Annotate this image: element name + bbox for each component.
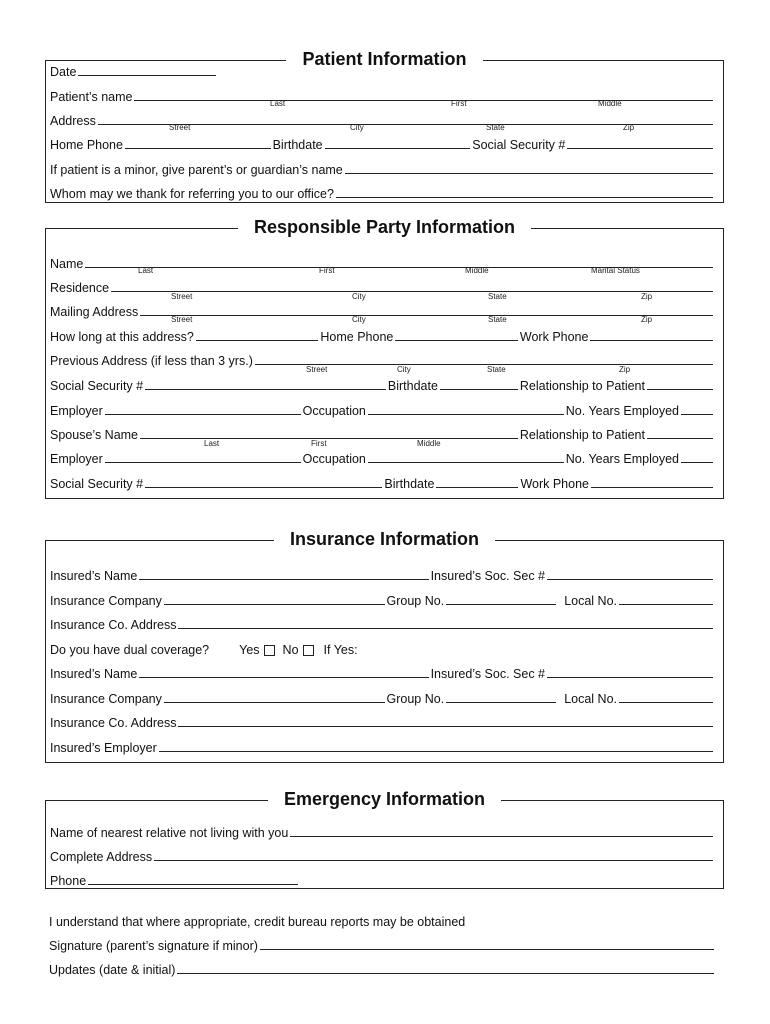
sub-last: Last bbox=[270, 99, 286, 108]
emergency-information-title: Emergency Information bbox=[268, 789, 501, 809]
occupation-label: Occupation bbox=[302, 404, 366, 418]
sub-state: State bbox=[486, 123, 505, 132]
insureds-ssn-2-field[interactable] bbox=[547, 677, 713, 678]
insureds-ssn-2-label: Insured’s Soc. Sec # bbox=[430, 667, 545, 681]
insureds-name-2-field[interactable] bbox=[139, 677, 428, 678]
insurance-co-address-2-field[interactable] bbox=[178, 726, 713, 727]
responsible-party-title: Responsible Party Information bbox=[238, 217, 531, 237]
credit-bureau-statement: I understand that where appropriate, credit bureau reports may be obtained bbox=[49, 915, 466, 929]
rp-birthdate-field[interactable] bbox=[440, 389, 518, 390]
res-sub-state: State bbox=[488, 292, 507, 301]
no-checkbox[interactable] bbox=[303, 645, 314, 656]
insurance-company-label: Insurance Company bbox=[50, 594, 162, 608]
prev-sub-state: State bbox=[487, 365, 506, 374]
insurance-co-address-field[interactable] bbox=[178, 628, 713, 629]
insureds-name-field[interactable] bbox=[139, 579, 428, 580]
patients-name-label: Patient’s name bbox=[50, 90, 133, 104]
home-phone-label: Home Phone bbox=[50, 138, 123, 152]
date-field[interactable] bbox=[78, 75, 216, 76]
signature-field[interactable] bbox=[260, 949, 714, 950]
no-label: No bbox=[282, 643, 299, 657]
updates-field[interactable] bbox=[177, 973, 714, 974]
responsible-party-section bbox=[45, 217, 724, 499]
mail-sub-city: City bbox=[352, 315, 366, 324]
mail-sub-street: Street bbox=[171, 315, 193, 324]
insureds-name-label: Insured’s Name bbox=[50, 569, 138, 583]
insurance-co-address-2-label: Insurance Co. Address bbox=[50, 716, 177, 730]
spouse-occupation-field[interactable] bbox=[368, 462, 564, 463]
insureds-employer-field[interactable] bbox=[159, 751, 713, 752]
birthdate-label: Birthdate bbox=[272, 138, 323, 152]
rp-birthdate-label: Birthdate bbox=[387, 379, 438, 393]
insureds-ssn-label: Insured’s Soc. Sec # bbox=[430, 569, 545, 583]
sub-city: City bbox=[350, 123, 364, 132]
minor-guardian-field[interactable] bbox=[345, 173, 713, 174]
spouse-relationship-label: Relationship to Patient bbox=[519, 428, 645, 442]
insurance-information-title: Insurance Information bbox=[274, 529, 495, 549]
prev-sub-zip: Zip bbox=[619, 365, 631, 374]
patient-information-title: Patient Information bbox=[286, 49, 482, 69]
rp-work-phone-label: Work Phone bbox=[519, 330, 589, 344]
rp-relationship-field[interactable] bbox=[647, 389, 713, 390]
nearest-relative-field[interactable] bbox=[290, 836, 713, 837]
group-no-2-label: Group No. bbox=[386, 692, 445, 706]
spouse-employer-label: Employer bbox=[50, 452, 103, 466]
residence-label: Residence bbox=[50, 281, 110, 295]
mailing-address-label: Mailing Address bbox=[50, 305, 139, 319]
referral-field[interactable] bbox=[336, 197, 713, 198]
sp-sub-last: Last bbox=[204, 439, 220, 448]
insurance-company-field[interactable] bbox=[164, 604, 385, 605]
emergency-information-section bbox=[45, 789, 724, 889]
rp-name-label: Name bbox=[50, 257, 84, 271]
group-no-label: Group No. bbox=[386, 594, 445, 608]
updates-label: Updates (date & initial) bbox=[49, 963, 176, 977]
group-no-2-field[interactable] bbox=[446, 702, 556, 703]
local-no-2-field[interactable] bbox=[619, 702, 713, 703]
sub-first: First bbox=[451, 99, 467, 108]
yes-label: Yes bbox=[239, 643, 260, 657]
insurance-company-2-label: Insurance Company bbox=[50, 692, 162, 706]
employer-label: Employer bbox=[50, 404, 103, 418]
spouse-years-employed-label: No. Years Employed bbox=[565, 452, 680, 466]
spouse-years-employed-field[interactable] bbox=[681, 462, 713, 463]
insureds-employer-label: Insured’s Employer bbox=[50, 741, 157, 755]
emergency-phone-field[interactable] bbox=[88, 884, 298, 885]
if-yes-label: If Yes: bbox=[323, 643, 358, 657]
spouse-ssn-field[interactable] bbox=[145, 487, 382, 488]
rp-sub-middle: Middle bbox=[465, 266, 489, 275]
insureds-name-2-label: Insured’s Name bbox=[50, 667, 138, 681]
local-no-label: Local No. bbox=[564, 594, 617, 608]
previous-address-label: Previous Address (if less than 3 yrs.) bbox=[50, 354, 253, 368]
complete-address-field[interactable] bbox=[154, 860, 713, 861]
spouse-birthdate-field[interactable] bbox=[436, 487, 518, 488]
how-long-field[interactable] bbox=[196, 340, 319, 341]
spouse-relationship-field[interactable] bbox=[647, 438, 713, 439]
rp-ssn-field[interactable] bbox=[145, 389, 386, 390]
rp-home-phone-field[interactable] bbox=[395, 340, 518, 341]
insurance-co-address-label: Insurance Co. Address bbox=[50, 618, 177, 632]
signature-label: Signature (parent’s signature if minor) bbox=[49, 939, 258, 953]
sub-middle: Middle bbox=[598, 99, 622, 108]
nearest-relative-label: Name of nearest relative not living with you bbox=[50, 826, 289, 840]
spouse-birthdate-label: Birthdate bbox=[384, 477, 435, 491]
sub-zip: Zip bbox=[623, 123, 635, 132]
prev-sub-street: Street bbox=[306, 365, 328, 374]
res-sub-zip: Zip bbox=[641, 292, 653, 301]
residence-field[interactable] bbox=[111, 291, 713, 292]
spouse-ssn-label: Social Security # bbox=[50, 477, 144, 491]
social-security-field[interactable] bbox=[567, 148, 713, 149]
address-label: Address bbox=[50, 114, 96, 128]
rp-sub-marital: Marital Status bbox=[591, 266, 640, 275]
insureds-ssn-field[interactable] bbox=[547, 579, 713, 580]
birthdate-field[interactable] bbox=[325, 148, 471, 149]
spouse-work-phone-label: Work Phone bbox=[520, 477, 589, 491]
res-sub-city: City bbox=[352, 292, 366, 301]
sub-street: Street bbox=[169, 123, 191, 132]
minor-guardian-label: If patient is a minor, give parent’s or guardian’s name bbox=[50, 163, 343, 177]
mail-sub-state: State bbox=[488, 315, 507, 324]
insurance-information-section bbox=[45, 529, 724, 763]
sp-sub-middle: Middle bbox=[417, 439, 441, 448]
group-no-field[interactable] bbox=[446, 604, 556, 605]
spouse-work-phone-field[interactable] bbox=[591, 487, 713, 488]
referral-label: Whom may we thank for referring you to our office? bbox=[50, 187, 334, 201]
sp-sub-first: First bbox=[311, 439, 327, 448]
rp-home-phone-label: Home Phone bbox=[320, 330, 394, 344]
complete-address-label: Complete Address bbox=[50, 850, 153, 864]
date-label: Date bbox=[50, 65, 77, 79]
rp-ssn-label: Social Security # bbox=[50, 379, 144, 393]
patient-information-section bbox=[45, 49, 724, 203]
home-phone-field[interactable] bbox=[125, 148, 271, 149]
insurance-company-2-field[interactable] bbox=[164, 702, 385, 703]
years-employed-label: No. Years Employed bbox=[565, 404, 680, 418]
rp-sub-last: Last bbox=[138, 266, 154, 275]
dual-coverage-label: Do you have dual coverage? bbox=[50, 643, 210, 657]
social-security-label: Social Security # bbox=[472, 138, 566, 152]
prev-sub-city: City bbox=[397, 365, 411, 374]
emergency-phone-label: Phone bbox=[50, 874, 87, 888]
spouse-occupation-label: Occupation bbox=[302, 452, 366, 466]
spouse-employer-field[interactable] bbox=[105, 462, 301, 463]
spouses-name-field[interactable] bbox=[140, 438, 518, 439]
rp-relationship-label: Relationship to Patient bbox=[519, 379, 645, 393]
rp-sub-first: First bbox=[319, 266, 335, 275]
rp-work-phone-field[interactable] bbox=[590, 340, 713, 341]
spouses-name-label: Spouse’s Name bbox=[50, 428, 139, 442]
years-employed-field[interactable] bbox=[681, 414, 713, 415]
patients-name-field[interactable] bbox=[134, 100, 713, 101]
res-sub-street: Street bbox=[171, 292, 193, 301]
local-no-2-label: Local No. bbox=[564, 692, 617, 706]
mail-sub-zip: Zip bbox=[641, 315, 653, 324]
local-no-field[interactable] bbox=[619, 604, 713, 605]
mailing-address-field[interactable] bbox=[140, 315, 713, 316]
employer-field[interactable] bbox=[105, 414, 301, 415]
yes-checkbox[interactable] bbox=[264, 645, 275, 656]
occupation-field[interactable] bbox=[368, 414, 564, 415]
how-long-label: How long at this address? bbox=[50, 330, 194, 344]
